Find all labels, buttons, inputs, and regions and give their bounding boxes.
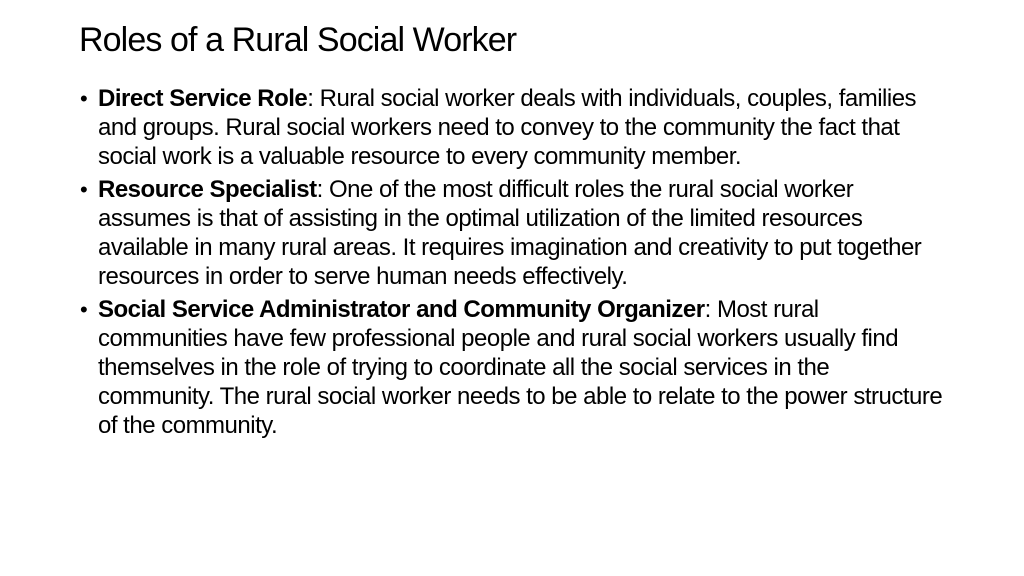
bullet-separator: : — [307, 85, 314, 112]
bullet-separator: : — [704, 296, 711, 323]
bullet-description: Rural social worker deals with individuals, couples, families and groups. Rural social workers need to convey to the community the fact that social work is a valuable resource to every community member. — [98, 85, 917, 170]
slide-title: Roles of a Rural Social Worker — [79, 21, 517, 59]
bullet-item-administrator-organizer — [78, 295, 948, 440]
bullet-item-direct-service-role — [78, 84, 948, 171]
bullet-marker: • — [80, 297, 88, 322]
bullet-item-resource-specialist — [78, 175, 948, 291]
bullet-separator: : — [316, 176, 323, 203]
bullet-list — [78, 84, 948, 444]
bullet-marker: • — [80, 177, 88, 202]
bullet-description: Most rural communities have few professional people and rural social workers usually find themselves in the role of trying to coordinate all the social services in the community. The rural social worker needs to be able to relate to the power structure of the community. — [98, 296, 943, 439]
bullet-term: Resource Specialist — [98, 176, 317, 203]
bullet-term: Social Service Administrator and Community Organizer — [98, 296, 705, 323]
bullet-description: One of the most difficult roles the rural social worker assumes is that of assisting in the optimal utilization of the limited resources available in many rural areas. It requires imagination and creativity to put together resources in order to serve human needs effectively. — [98, 176, 922, 290]
bullet-term: Direct Service Role — [98, 85, 308, 112]
bullet-marker: • — [80, 86, 88, 111]
